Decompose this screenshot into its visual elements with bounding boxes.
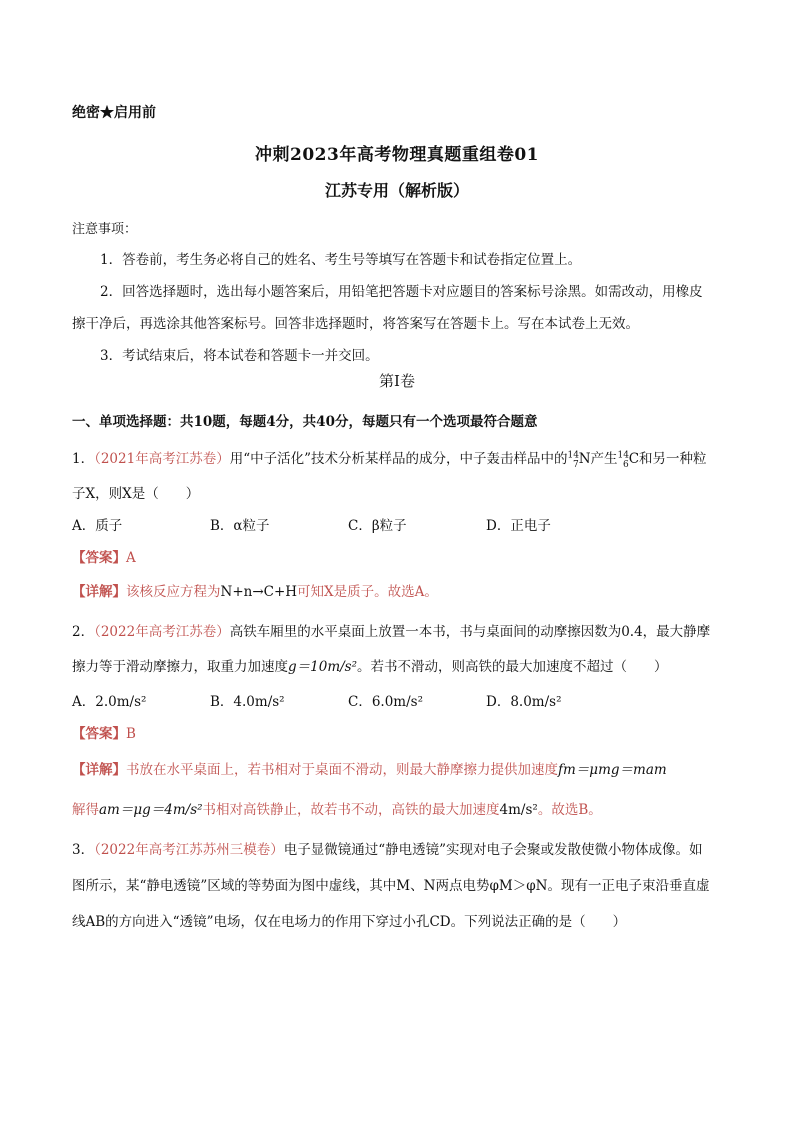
gravity-value: g＝10m/s² xyxy=(288,659,358,675)
detail-label: 【详解】 xyxy=(72,762,126,778)
q3-line-3: 线AB的方向进入“透镜”电场，仅在电场力的作用下穿过小孔CD。下列说法正确的是（ ） xyxy=(72,914,627,930)
q2-option-b: B．4.0m/s² xyxy=(210,694,285,710)
q2-answer xyxy=(72,722,136,742)
answer-value: A xyxy=(126,550,136,566)
note-item-2-cont: 擦干净后，再选涂其他答案标号。回答非选择题时，将答案写在答题卡上。写在本试卷上无效。 xyxy=(72,316,639,332)
q3-line-1: 3．（2022年高考江苏苏州三模卷）电子显微镜通过“静电透镜”实现对电子会聚或发散使微小物体成像。如 xyxy=(72,842,703,858)
section-heading: 一、单项选择题：共10题，每题4分，共40分，每题只有一个选项最符合题意 xyxy=(72,414,538,430)
note-item-1: 1．答卷前，考生务必将自己的姓名、考生号等填写在答题卡和试卷指定位置上。 xyxy=(100,252,582,268)
q2-option-c: C．6.0m/s² xyxy=(348,694,423,710)
q1-option-a: A．质子 xyxy=(72,518,123,534)
q2-option-a: A．2.0m/s² xyxy=(72,694,147,710)
page-title: 冲刺2023年高考物理真题重组卷01 xyxy=(255,145,539,165)
q1-text: 用“中子活化”技术分析某样品的成分，中子轰击样品中的 xyxy=(229,451,568,467)
q3-number: 3． xyxy=(72,842,95,858)
q1-source: （2021年高考江苏卷） xyxy=(94,451,230,467)
q1-option-d: D．正电子 xyxy=(486,518,551,534)
nuclear-equation: N+n→C+H xyxy=(220,584,298,600)
q2-solve: 解得am＝μg＝4m/s²书相对高铁静止，故若书不动，高铁的最大加速度4m/s²。故选B。 xyxy=(72,802,602,818)
q3-source: （2022年高考江苏苏州三模卷） xyxy=(94,842,284,858)
note-item-3: 3．考试结束后，将本试卷和答题卡一并交回。 xyxy=(100,348,379,364)
page-subtitle: 江苏专用（解析版） xyxy=(324,181,469,200)
q1-detail: 【详解】该核反应方程为N+n→C+H可知X是质子。故选A。 xyxy=(72,584,438,600)
detail-label: 【详解】 xyxy=(72,584,126,600)
nitrogen-nuclide: $^{14}_7$N产生 xyxy=(567,450,618,470)
q1-option-b: B．α粒子 xyxy=(210,518,270,534)
q2-line-1: 2．（2022年高考江苏卷）高铁车厢里的水平桌面上放置一本书，书与桌面间的动摩擦因数为0.4，最大静摩 xyxy=(72,624,711,640)
friction-equation: fm＝μmg＝mam xyxy=(558,762,667,778)
notes-heading: 注意事项： xyxy=(72,222,138,237)
answer-label: 【答案】 xyxy=(72,726,126,742)
note-item-2: 2．回答选择题时，选出每小题答案后，用铅笔把答题卡对应题目的答案标号涂黑。如需改动，用橡皮 xyxy=(100,284,703,300)
answer-value: B xyxy=(126,726,136,742)
q1-option-c: C．β粒子 xyxy=(348,518,407,534)
q2-option-d: D．8.0m/s² xyxy=(486,694,562,710)
q2-source: （2022年高考江苏卷） xyxy=(94,624,230,640)
carbon-nuclide: $^{14}_6$C和另一种粒 xyxy=(617,450,707,470)
q2-number: 2． xyxy=(72,624,95,640)
q1-answer xyxy=(72,546,136,566)
volume-heading: 第Ⅰ卷 xyxy=(379,372,415,390)
q2-line-2: 擦力等于滑动摩擦力，取重力加速度g＝10m/s²。若书不滑动，则高铁的最大加速度不超过（ ） xyxy=(72,659,668,675)
q2-detail: 【详解】书放在水平桌面上，若书相对于桌面不滑动，则最大静摩擦力提供加速度fm＝μmg＝mam xyxy=(72,762,667,778)
q1-line-1 xyxy=(72,447,707,470)
answer-label: 【答案】 xyxy=(72,550,126,566)
q1-line-2: 子X，则X是（ ） xyxy=(72,486,200,502)
acceleration-equation: am＝μg＝4m/s² xyxy=(99,802,203,818)
confidential-mark: 绝密★启用前 xyxy=(72,105,156,121)
q1-number: 1． xyxy=(72,451,95,467)
q3-line-2: 图所示，某“静电透镜”区域的等势面为图中虚线，其中M、N两点电势φM＞φN。现有一正电子束沿垂直虚 xyxy=(72,878,710,894)
